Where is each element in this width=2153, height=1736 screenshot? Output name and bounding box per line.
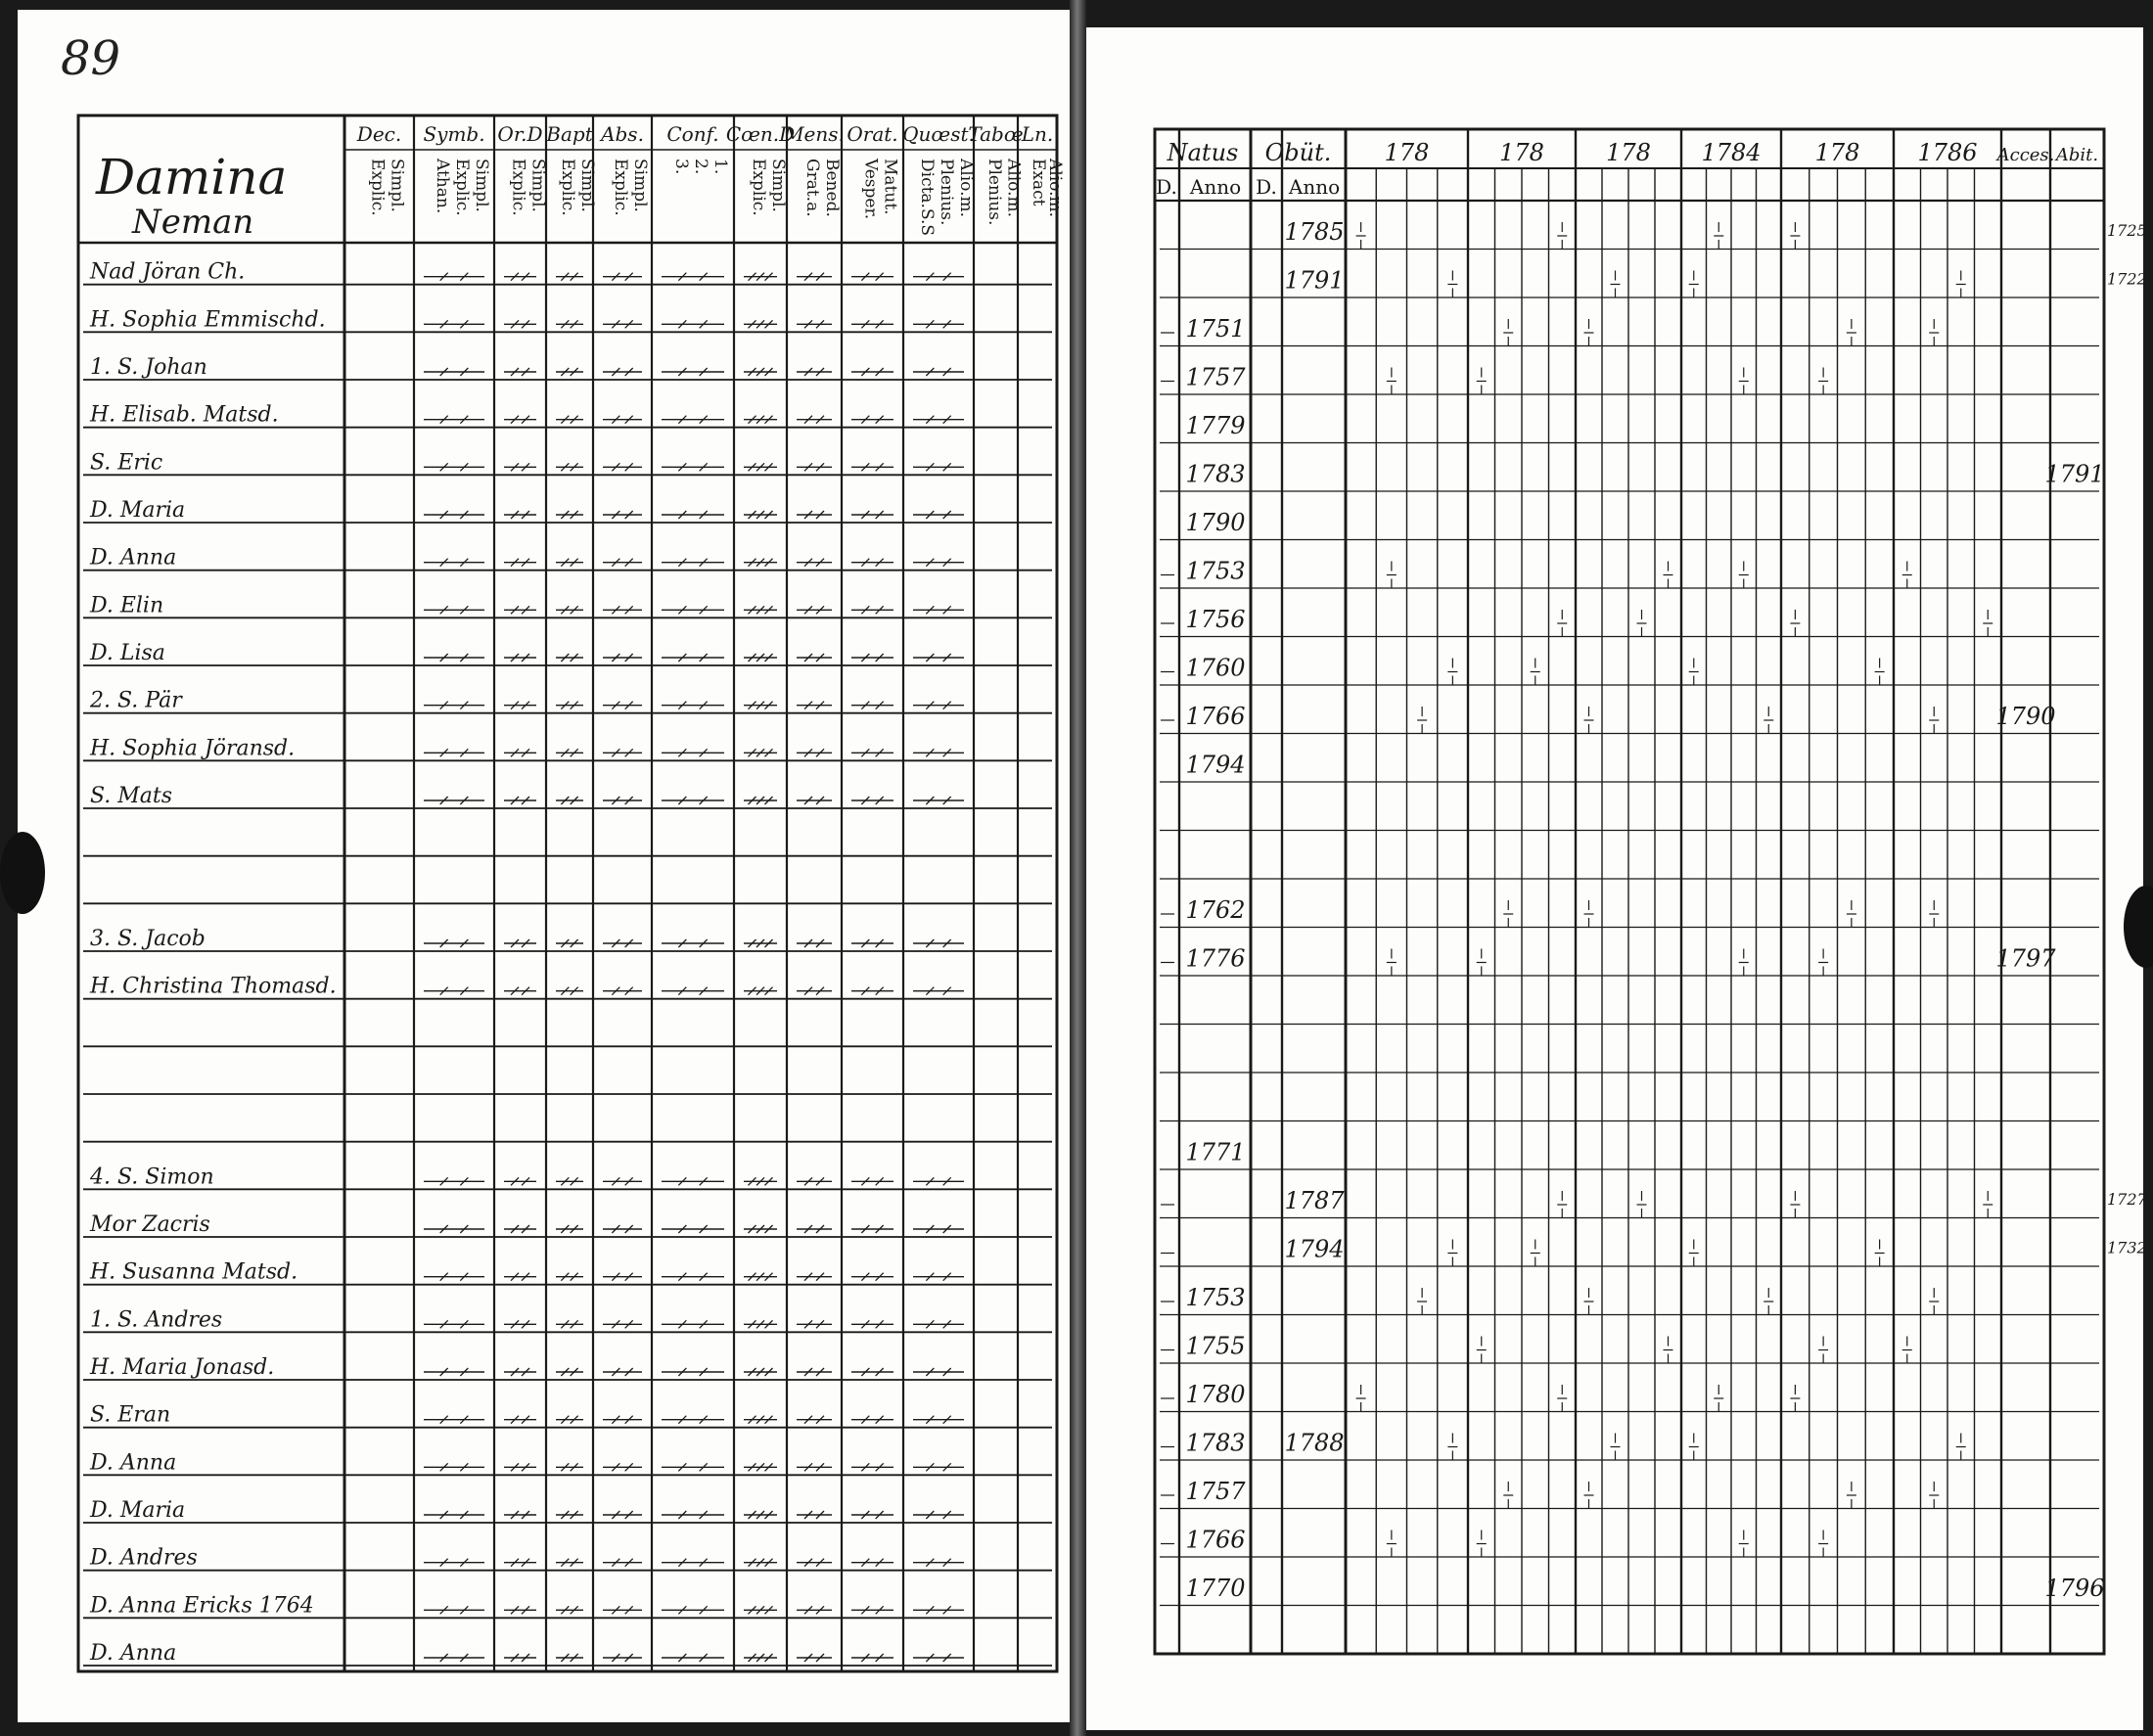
left-row-name: 4. S. Simon <box>90 1165 214 1190</box>
right-column-header: 178 <box>1814 139 1860 166</box>
birth-year: 1779 <box>1185 412 1246 439</box>
left-row-name: H. Sophia Jöransd. <box>90 736 296 761</box>
left-column-subheader: 2. <box>691 159 710 175</box>
left-row-name: Nad Jöran Ch. <box>90 259 246 285</box>
left-column-subheader: Simpl. <box>472 159 491 212</box>
left-row-name: D. Elin <box>90 593 164 618</box>
birth-year: 1794 <box>1185 751 1246 779</box>
left-column-subheader: Alio.m. <box>1003 159 1024 218</box>
left-column-header: Dec. <box>356 122 402 146</box>
left-column-subheader: Grat.a. <box>802 159 822 217</box>
left-row-name: D. Anna <box>90 1641 177 1666</box>
death-year: 1791 <box>1284 266 1345 295</box>
acces-year: 1796 <box>2044 1575 2105 1602</box>
right-column-subheader: Anno <box>1189 175 1242 199</box>
left-row-name: D. Anna Ericks 1764 <box>90 1593 314 1619</box>
left-column-subheader: Simpl. <box>387 159 407 212</box>
right-table-frame <box>1155 129 2104 1654</box>
left-column-subheader: Explic. <box>558 159 577 216</box>
left-row-name: S. Eran <box>90 1402 171 1428</box>
birth-year: 1757 <box>1185 1478 1246 1505</box>
left-subtitle-line: Neman <box>132 203 254 242</box>
left-title-line: Damina <box>96 149 288 206</box>
right-column-header: 1786 <box>1917 139 1978 166</box>
death-year: 1787 <box>1284 1187 1345 1214</box>
left-row-name: 1. S. Johan <box>90 355 207 380</box>
left-column-subheader: Explic. <box>367 159 388 216</box>
birth-year: 1776 <box>1185 944 1246 973</box>
left-row-name: 2. S. Pär <box>90 688 182 713</box>
left-row-name: D. Lisa <box>90 641 165 665</box>
birth-year: 1755 <box>1185 1332 1246 1360</box>
left-row-name: D. Anna <box>90 545 177 571</box>
left-column-subheader: Bened. <box>822 159 842 217</box>
left-column-header: Quœst. <box>902 122 975 146</box>
birth-year: 1766 <box>1185 1526 1246 1554</box>
birth-year: 1780 <box>1185 1381 1246 1408</box>
right-column-header: 1784 <box>1701 139 1762 166</box>
right-column-header: Abit. <box>2055 145 2099 165</box>
death-year: 1788 <box>1284 1429 1345 1457</box>
margin-year: 1725 <box>2107 221 2147 240</box>
birth-year: 1783 <box>1185 460 1246 488</box>
left-row-name: H. Sophia Emmischd. <box>90 307 326 333</box>
acces-year: 1797 <box>1995 944 2056 973</box>
left-row-name: 3. S. Jacob <box>90 927 206 951</box>
death-year: 1794 <box>1284 1235 1345 1263</box>
birth-year: 1756 <box>1185 606 1246 633</box>
left-column-subheader: 1. <box>710 159 730 175</box>
right-column-header: 178 <box>1499 139 1544 166</box>
left-column-header: Ln. <box>1021 122 1054 146</box>
left-column-subheader: Simpl. <box>630 159 650 212</box>
left-row-name: H. Elisab. Matsd. <box>90 402 279 428</box>
left-column-subheader: Explic. <box>452 159 472 216</box>
left-column-header: Or.D <box>497 122 543 146</box>
left-row-name: S. Eric <box>90 450 163 476</box>
left-column-subheader: Plenius. <box>937 159 956 226</box>
birth-year: 1762 <box>1185 896 1246 924</box>
left-column-subheader: Vesper. <box>860 159 881 220</box>
left-column-header: Orat. <box>847 122 898 146</box>
left-column-subheader: Plenius. <box>985 159 1004 226</box>
birth-year: 1753 <box>1185 557 1246 585</box>
left-row-name: H. Christina Thomasd. <box>90 974 337 999</box>
left-column-subheader: Explic. <box>749 159 768 216</box>
left-row-name: S. Mats <box>90 784 173 808</box>
right-table <box>1155 129 2148 1654</box>
left-column-subheader: Athan. <box>433 159 452 214</box>
left-row-name: D. Maria <box>90 498 186 523</box>
left-column-subheader: 3. <box>671 159 691 175</box>
left-column-subheader: Simpl. <box>527 159 548 212</box>
left-row-name: Mor Zacris <box>90 1212 210 1237</box>
left-column-header: Mens. <box>784 122 845 146</box>
left-row-name: 1. S. Andres <box>90 1307 223 1333</box>
left-column-header: Bapt <box>546 122 593 146</box>
left-row-name: H. Susanna Matsd. <box>90 1259 298 1285</box>
right-column-subheader: D. <box>1256 175 1277 199</box>
left-column-subheader: Matut. <box>880 159 900 215</box>
left-column-header: Abs. <box>601 122 644 146</box>
left-column-subheader: Explic. <box>508 159 528 216</box>
right-column-header: Acces. <box>1996 145 2055 165</box>
birth-year: 1790 <box>1185 509 1246 536</box>
left-column-header: Tabœ <box>968 122 1024 146</box>
left-table-frame <box>78 115 1057 1671</box>
right-column-header: Natus <box>1167 139 1239 166</box>
margin-year: 1722 <box>2107 269 2147 289</box>
right-column-header: 178 <box>1384 139 1430 166</box>
left-row-name: D. Anna <box>90 1450 177 1476</box>
death-year: 1785 <box>1284 218 1345 246</box>
page-number: 89 <box>61 31 121 86</box>
birth-year: 1783 <box>1185 1429 1246 1457</box>
margin-year: 1727 <box>2107 1190 2147 1209</box>
birth-year: 1766 <box>1185 703 1246 730</box>
left-row-name: D. Maria <box>90 1498 186 1523</box>
left-column-subheader: Explic. <box>611 159 630 216</box>
left-column-header: Symb. <box>423 122 485 146</box>
left-column-subheader: Alio.m. <box>1045 159 1065 218</box>
left-row-name: H. Maria Jonasd. <box>90 1355 275 1380</box>
left-table <box>78 115 1065 1671</box>
left-column-subheader: Simpl. <box>768 159 788 212</box>
left-column-header: Conf. <box>666 122 719 146</box>
left-column-subheader: Alio.m. <box>956 159 976 218</box>
margin-year: 1732 <box>2107 1238 2147 1257</box>
left-row-name: D. Andres <box>90 1545 198 1571</box>
left-column-subheader: Dicta.S.S <box>917 159 937 237</box>
birth-year: 1757 <box>1185 363 1246 391</box>
left-column-subheader: Simpl. <box>577 159 597 212</box>
acces-year: 1790 <box>1995 703 2056 730</box>
right-column-subheader: Anno <box>1288 175 1341 199</box>
right-column-header: 178 <box>1606 139 1651 166</box>
right-column-subheader: D. <box>1156 175 1177 199</box>
left-column-header: Cœn.D <box>725 122 796 146</box>
birth-year: 1753 <box>1185 1284 1246 1311</box>
birth-year: 1760 <box>1185 654 1246 682</box>
acces-year: 1791 <box>2044 460 2105 488</box>
right-column-header: Obüt. <box>1264 139 1332 166</box>
left-column-subheader: Exact <box>1029 159 1048 206</box>
birth-year: 1771 <box>1185 1138 1246 1166</box>
birth-year: 1770 <box>1185 1575 1246 1602</box>
birth-year: 1751 <box>1185 315 1246 343</box>
